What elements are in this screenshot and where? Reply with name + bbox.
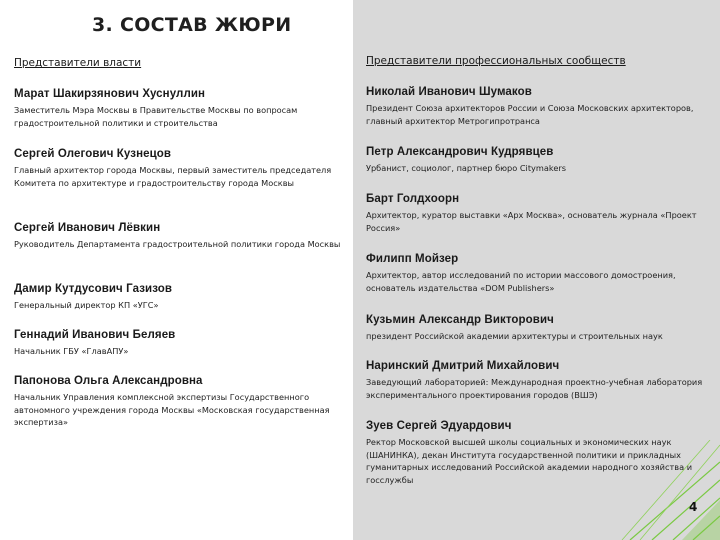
member-name: Зуев Сергей Эдуардович <box>366 420 512 432</box>
member-description: Архитектор, куратор выставки «Арх Москва», основатель журнала «Проект Россия» <box>366 210 697 233</box>
member-description: президент Российской академии архитектуры и строительных наук <box>366 331 663 341</box>
member-name: Петр Александрович Кудрявцев <box>366 146 554 158</box>
slide-title: 3. СОСТАВ ЖЮРИ <box>92 14 292 36</box>
member-description: Главный архитектор города Москвы, первый заместитель председателя Комитета по архитектуре и градостроительству города Москвы <box>14 165 332 188</box>
member-description: Архитектор, автор исследований по истории массового домостроения, основатель издательства «DOM Publishers» <box>366 270 676 293</box>
member-description: Генеральный директор КП «УГС» <box>14 300 159 310</box>
member-name: Сергей Иванович Лёвкин <box>14 222 161 234</box>
member-description: Начальник ГБУ «ГлавАПУ» <box>14 346 129 356</box>
jury-member <box>366 360 706 401</box>
member-name: Дамир Кутдусович Газизов <box>14 283 173 295</box>
member-name: Филипп Мойзер <box>366 253 459 265</box>
member-name: Папонова Ольга Александровна <box>14 375 203 387</box>
corner-decoration-lines <box>600 440 720 540</box>
jury-member <box>14 88 344 129</box>
member-name: Наринский Дмитрий Михайлович <box>366 360 560 372</box>
member-description: Ректор Московской высшей школы социальных и экономических наук (ШАНИНКА), декан Института государственной политики и прикладных гуманитарных исследований Российской академии народного хозяйства и госслужбы <box>366 437 693 485</box>
jury-member <box>14 375 344 429</box>
jury-member <box>14 148 344 189</box>
member-description: Президент Союза архитекторов России и Союза Московских архитекторов, главный архитектор Метрогипротранса <box>366 103 694 126</box>
jury-member <box>14 283 344 312</box>
member-description: Руководитель Департамента градостроительной политики города Москвы <box>14 239 341 249</box>
member-name: Геннадий Иванович Беляев <box>14 329 176 341</box>
member-description: Заместитель Мэра Москвы в Правительстве Москвы по вопросам градостроительной политики и строительства <box>14 105 298 128</box>
jury-member <box>366 253 706 294</box>
member-description: Начальник Управления комплексной экспертизы Государственного автономного учреждения города Москвы «Московская государственная экспертиза» <box>14 392 330 427</box>
member-name: Марат Шакирзянович Хуснуллин <box>14 88 206 100</box>
jury-member <box>14 222 344 251</box>
member-name: Кузьмин Александр Викторович <box>366 314 554 326</box>
jury-member <box>366 314 706 343</box>
jury-member <box>366 193 706 234</box>
left-column-heading: Представители власти <box>14 57 142 69</box>
member-description: Урбанист, социолог, партнер бюро Citymakers <box>366 163 567 173</box>
member-name: Барт Голдхоорн <box>366 193 460 205</box>
member-name: Сергей Олегович Кузнецов <box>14 148 172 160</box>
jury-member <box>366 146 706 175</box>
page-number: 4 <box>689 500 698 514</box>
member-description: Заведующий лабораторией: Международная проектно-учебная лаборатория экспериментального проектирования городов (ВШЭ) <box>366 377 703 400</box>
member-name: Николай Иванович Шумаков <box>366 86 532 98</box>
right-column-heading: Представители профессиональных сообществ <box>366 55 626 67</box>
jury-member <box>14 329 344 358</box>
jury-member <box>366 86 706 127</box>
